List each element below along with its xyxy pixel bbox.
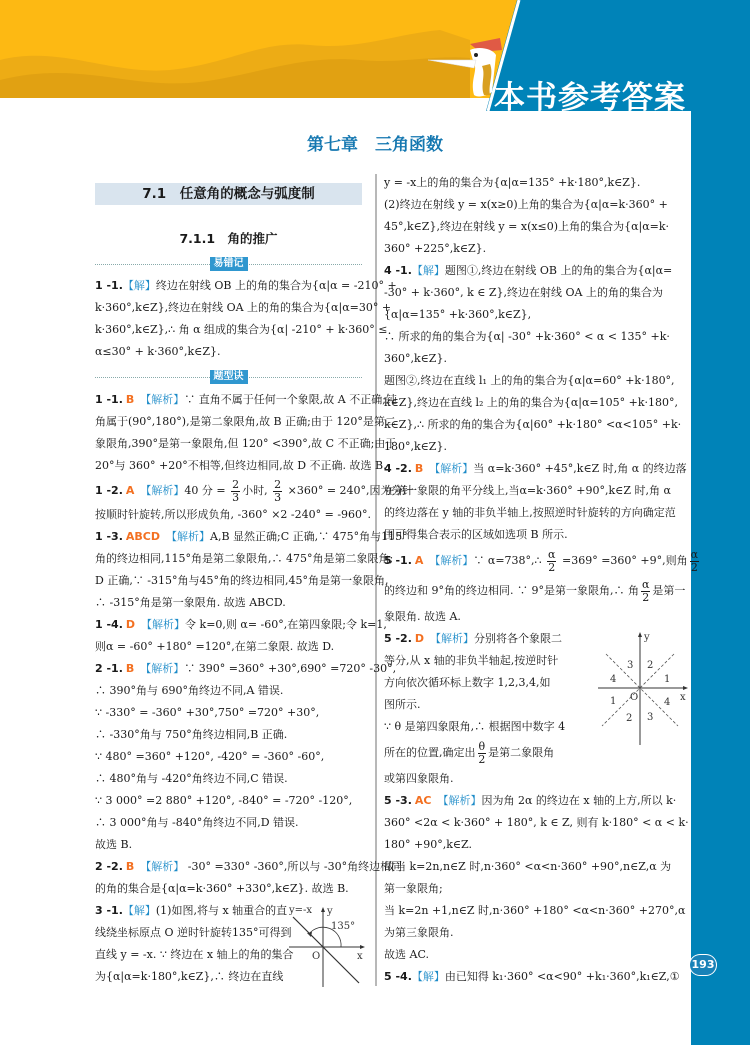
text-segment: 故选 B.: [95, 838, 133, 851]
text-segment: α≤30° + k·360°,k∈Z}.: [95, 345, 221, 358]
text-segment: 令 k=0,则 α= -60°,在第四象限;令 k=1,: [185, 618, 387, 631]
region-number: 1: [664, 674, 671, 685]
text-line: [384, 576, 686, 606]
text-segment: 角属于(90°,180°),是第二象限角,故 B 正确;由于 120°是第二: [95, 415, 396, 428]
text-line: [384, 326, 676, 348]
text-segment: 象限角,390°是第一象限角,但 120° <390°,故 C 不正确;由于: [95, 437, 397, 450]
question-number: 1 -4.: [95, 618, 123, 631]
figure-3-1: [287, 903, 365, 989]
text-segment: 题图②,终边在直线 l₁ 上的角的集合为{α|α=60° +k·180°,: [384, 374, 675, 387]
answer-item: [384, 546, 699, 628]
fraction-denominator: 3: [274, 490, 282, 504]
text-segment: 360°,k∈Z}.: [384, 352, 447, 365]
solution-tag: 【解析】: [140, 662, 185, 675]
region-number: 4: [610, 674, 617, 685]
answer-item: [95, 614, 387, 658]
text-segment: 360° +225°,k∈Z}.: [384, 242, 487, 255]
solution-tag: 【解析】: [437, 794, 482, 807]
text-line: [384, 260, 676, 282]
text-line: [95, 389, 397, 411]
answer-choice: B: [125, 393, 135, 406]
region-number: 2: [626, 713, 633, 724]
answer-item: [384, 458, 687, 546]
text-line: [384, 834, 676, 856]
text-line: [95, 768, 362, 790]
fraction: [641, 579, 650, 604]
text-line: [384, 304, 676, 326]
banner-title: 本书参考答案: [494, 80, 686, 116]
text-segment: 直线 y = -x. ∵ 终边在 x 轴上的角的集合: [95, 948, 294, 961]
text-segment: 当 α=k·360° +45°,k∈Z 时,角 α 的终边落: [473, 462, 687, 475]
figure-5-2: [596, 630, 688, 748]
answer-choice: A: [414, 554, 424, 567]
text-line: [95, 746, 362, 768]
solution-tag: 【解析】: [141, 618, 186, 631]
text-line: [384, 790, 676, 812]
text-segment: k·360°,k∈Z},∴ 角 α 组成的集合为{α| -210° + k·360° ≤: [95, 323, 388, 336]
text-segment: -30° + k·360°, k ∈ Z},终边在射线 OA 上的角的集合为: [384, 286, 663, 299]
fraction-denominator: 2: [478, 752, 486, 766]
text-line: [95, 856, 403, 878]
text-line: [384, 282, 676, 304]
answer-choice: B: [414, 462, 424, 475]
answer-choice: D: [125, 618, 136, 631]
text-segment: 为{α|α=k·180°,k∈Z},∴ 终边在直线: [95, 970, 284, 983]
text-segment: 所在的位置,确定出: [384, 746, 476, 759]
text-segment: 线绕坐标原点 O 逆时针旋转135°可得到: [95, 926, 292, 939]
text-line: [384, 812, 689, 834]
y-axis-label: y: [327, 906, 333, 917]
fraction: [690, 549, 699, 574]
text-line: [384, 458, 687, 480]
text-line: [95, 614, 387, 636]
text-line: [384, 238, 676, 260]
region-number: 3: [627, 660, 634, 671]
text-segment: ∴ 3 000°角与 -840°角终边不同,D 错误.: [95, 816, 299, 829]
text-segment: 360° <2α < k·360° + 180°, k ∈ Z, 则有 k·180° < α < k·: [384, 816, 689, 829]
text-segment: y = -x上的角的集合为{α|α=135° +k·180°,k∈Z}.: [384, 176, 641, 189]
text-line: [384, 194, 676, 216]
text-line: [384, 216, 676, 238]
text-segment: 为第三象限角.: [384, 926, 454, 939]
fraction-denominator: 3: [232, 490, 240, 504]
answer-choice: ABCD: [125, 530, 160, 543]
question-number: 5 -3.: [384, 794, 412, 807]
text-segment: ∴ 所求的角的集合为{α| -30° +k·360° < α < 135° +k·: [384, 330, 670, 343]
right-column: [384, 172, 699, 988]
text-segment: 的终边落在 y 轴的非负半轴上,按照逆时针旋转的方向确定范: [384, 506, 676, 519]
text-segment: 小时,: [242, 484, 272, 497]
angle-label: 135°: [331, 921, 356, 932]
answer-item: [384, 966, 680, 988]
text-line: [384, 878, 676, 900]
question-number: 1 -1.: [95, 393, 123, 406]
left-column-part1: [95, 275, 397, 363]
text-segment: ∵ α=738°,∴: [473, 554, 546, 567]
text-line: [384, 606, 676, 628]
text-line: [95, 702, 362, 724]
text-segment: 分别将各个象限二: [474, 632, 563, 645]
answer-item: [95, 389, 397, 477]
text-segment: ∴ -330°角与 750°角终边相同,B 正确.: [95, 728, 288, 741]
text-segment: D 正确,∵ -315°角与45°角的终边相同,45°角是第一象限角,: [95, 574, 389, 587]
question-number: 2 -1.: [95, 662, 123, 675]
text-line: [95, 812, 362, 834]
text-segment: ∵ -330° = -360° +30°,750° =720° +30°,: [95, 706, 320, 719]
answer-choice: B: [125, 662, 135, 675]
region-number: 1: [610, 696, 617, 707]
text-segment: 在第一象限的角平分线上,当α=k·360° +90°,k∈Z 时,角 α: [384, 484, 671, 497]
page-number: 193: [690, 955, 716, 975]
question-number: 3 -1.: [95, 904, 123, 917]
text-segment: 象限角. 故选 A.: [384, 610, 461, 623]
text-segment: ∵ θ 是第四象限角,∴ 根据图中数字 4: [384, 720, 566, 733]
x-axis-label: x: [357, 951, 363, 962]
text-segment: k∈Z},终边在直线 l₂ 上的角的集合为{α|α=105° +k·180°,: [384, 396, 679, 409]
fraction-numerator: α: [548, 547, 556, 561]
text-segment: 等分,从 x 轴的非负半轴起,按逆时针: [384, 654, 559, 667]
text-segment: k·360°,k∈Z},终边在射线 OA 上的角的集合为{α|α=30° +: [95, 301, 392, 314]
solution-tag: 【解析】: [140, 393, 185, 406]
region-number: 2: [647, 660, 654, 671]
answer-item: [384, 172, 676, 260]
fraction-denominator: 2: [642, 590, 650, 604]
text-line: [95, 570, 389, 592]
answer-choice: A: [125, 484, 135, 497]
text-segment: 由已知得 k₁·360° <α<90° +k₁·360°,k₁∈Z,①: [444, 970, 680, 983]
question-number: 5 -4.: [384, 970, 412, 983]
answer-choice: D: [414, 632, 425, 645]
text-line: [95, 341, 362, 363]
text-line: [384, 480, 676, 502]
fraction-numerator: α: [690, 547, 699, 561]
subsection-title: 7.1.1 角的推广: [179, 231, 278, 246]
text-line: [95, 592, 362, 614]
region-number: 3: [647, 712, 654, 723]
text-line: [95, 724, 362, 746]
text-segment: k∈Z},∴ 所求的角的集合为{α|60° +k·180° <α<105° +k·: [384, 418, 682, 431]
solution-tag: 【解】: [122, 904, 156, 917]
fraction-denominator: 2: [690, 560, 698, 574]
text-segment: ∴ 480°角与 -420°角终边不同,C 错误.: [95, 772, 288, 785]
solution-tag: 【解析】: [430, 632, 475, 645]
text-segment: 第一象限角;: [384, 882, 443, 895]
text-segment: ×360° = 240°,因为分针: [284, 484, 414, 497]
text-line: [384, 856, 676, 878]
text-segment: 围可得集合表示的区域如选项 B 所示.: [384, 528, 568, 541]
text-line: [95, 433, 397, 455]
text-segment: 40 分 =: [184, 484, 230, 497]
fraction: [231, 479, 240, 504]
answer-item: [95, 658, 397, 856]
solution-tag: 【解析】: [166, 530, 210, 543]
text-segment: 是第二象限角: [488, 746, 555, 759]
text-line: [95, 297, 392, 319]
text-segment: ∵ 390° =360° +30°,690° =720° -30°,: [184, 662, 397, 675]
solution-tag: 【解】: [411, 970, 445, 983]
fraction-numerator: 2: [274, 477, 282, 491]
text-line: [384, 348, 676, 370]
label-mistakes: [95, 257, 362, 271]
text-segment: 方向依次循环标上数字 1,2,3,4,如: [384, 676, 551, 689]
text-line: [95, 526, 408, 548]
text-line: [384, 966, 680, 988]
label-badge: 易错记: [210, 257, 248, 271]
fraction-numerator: 2: [232, 477, 240, 491]
section-title: 7.1 任意角的概念与弧度制: [95, 183, 362, 205]
text-segment: 当 k=2n +1,n∈Z 时,n·360° +180° <α<n·360° +270°,α: [384, 904, 686, 917]
question-number: 5 -1.: [384, 554, 412, 567]
text-line: [384, 922, 676, 944]
text-segment: ∵ 直角不属于任何一个象限,故 A 不正确;钝: [184, 393, 397, 406]
text-segment: (1)如图,将与 x 轴重合的直: [155, 904, 288, 917]
text-segment: 图所示.: [384, 698, 421, 711]
text-segment: 角的终边相同,115°角是第二象限角,∴ 475°角是第二象限角;: [95, 552, 394, 565]
answer-item: [384, 790, 689, 966]
solution-tag: 【解】: [122, 279, 156, 292]
text-line: [95, 548, 394, 570]
fraction: [547, 549, 556, 574]
origin-label: O: [312, 951, 321, 962]
text-line: [95, 455, 387, 477]
text-segment: 终边在射线 OB 上的角的集合为{α|α = -210° +: [155, 279, 397, 292]
solution-tag: 【解析】: [140, 484, 185, 497]
answer-item: [95, 477, 414, 526]
text-line: [384, 370, 676, 392]
text-line: [95, 878, 362, 900]
answer-item: [95, 275, 397, 363]
question-number: 1 -2.: [95, 484, 123, 497]
text-segment: {α|α=135° +k·360°,k∈Z},: [384, 308, 532, 321]
text-segment: ∴ -315°角是第一象限角. 故选 ABCD.: [95, 596, 286, 609]
line-label: y=-x: [289, 905, 313, 916]
text-line: [384, 414, 682, 436]
text-line: [95, 680, 362, 702]
text-line: [95, 319, 388, 341]
answer-item: [95, 856, 403, 900]
solution-tag: 【解析】: [140, 860, 185, 873]
region-number: 4: [664, 697, 671, 708]
text-line: [384, 768, 676, 790]
text-line: [95, 504, 372, 526]
question-number: 4 -1.: [384, 264, 412, 277]
text-segment: 180° +90°,k∈Z.: [384, 838, 472, 851]
fraction-denominator: 2: [548, 560, 556, 574]
text-line: [95, 658, 397, 680]
text-segment: 180°,k∈Z}.: [384, 440, 447, 453]
text-segment: 则α = -60° +180° =120°,在第二象限. 故选 D.: [95, 640, 335, 653]
text-segment: 是第一: [652, 584, 686, 597]
text-line: [384, 944, 676, 966]
solution-tag: 【解析】: [429, 462, 474, 475]
text-line: [384, 172, 676, 194]
label-methods: [95, 370, 362, 384]
text-segment: (2)终边在射线 y = x(x≥0)上角的集合为{α|α=k·360° +: [384, 198, 668, 211]
text-segment: ∵ 480° =360° +120°, -420° = -360° -60°,: [95, 750, 325, 763]
answer-choice: B: [125, 860, 135, 873]
y-axis-label: y: [644, 632, 650, 643]
text-line: [95, 275, 397, 297]
text-line: [95, 411, 396, 433]
text-line: [384, 502, 676, 524]
text-segment: =369° =360° +9°,则角: [558, 554, 688, 567]
text-segment: 或第四象限角.: [384, 772, 454, 785]
text-segment: 的终边和 9°角的终边相同. ∵ 9°是第一象限角,∴ 角: [384, 584, 639, 597]
text-segment: 因为角 2α 的终边在 x 轴的上方,所以 k·: [481, 794, 677, 807]
text-segment: ∴ 390°角与 690°角终边不同,A 错误.: [95, 684, 284, 697]
text-segment: 20°与 360° +20°不相等,但终边相同,故 D 不正确. 故选 B.: [95, 459, 387, 472]
text-line: [95, 790, 362, 812]
text-line: [95, 834, 362, 856]
question-number: 2 -2.: [95, 860, 123, 873]
label-badge: 题型诀: [210, 370, 248, 384]
question-number: 1 -3.: [95, 530, 123, 543]
text-segment: 故当 k=2n,n∈Z 时,n·360° <α<n·360° +90°,n∈Z,α 为: [384, 860, 672, 873]
origin-label: O: [630, 692, 639, 703]
fraction-numerator: θ: [478, 739, 486, 753]
text-line: [384, 900, 686, 922]
text-line: [384, 546, 699, 576]
chapter-title: 第七章 三角函数: [307, 135, 443, 155]
fraction-numerator: α: [641, 577, 650, 591]
fraction: [273, 479, 282, 504]
text-line: [384, 436, 676, 458]
question-number: 5 -2.: [384, 632, 412, 645]
text-segment: 45°,k∈Z},终边在射线 y = x(x≤0)上角的集合为{α|α=k·: [384, 220, 670, 233]
solution-tag: 【解】: [411, 264, 445, 277]
text-line: [95, 477, 414, 504]
text-segment: ∵ 3 000° =2 880° +120°, -840° = -720° -120°,: [95, 794, 353, 807]
answer-item: [384, 260, 682, 458]
text-segment: -30° =330° -360°,所以与 -30°角终边相同: [184, 860, 403, 873]
solution-tag: 【解析】: [429, 554, 474, 567]
text-segment: 题图①,终边在射线 OB 上的角的集合为{α|α=: [444, 264, 673, 277]
x-axis-label: x: [680, 692, 686, 703]
question-number: 4 -2.: [384, 462, 412, 475]
text-line: [384, 392, 679, 414]
text-segment: 按顺时针旋转,所以形成负角, -360° ×2 -240° = -960°.: [95, 508, 372, 521]
text-line: [95, 636, 362, 658]
text-segment: 的角的集合是{α|α=k·360° +330°,k∈Z}. 故选 B.: [95, 882, 349, 895]
question-number: 1 -1.: [95, 279, 123, 292]
text-segment: A,B 显然正确;C 正确,∵ 475°角与115°: [210, 530, 408, 543]
text-line: [384, 524, 676, 546]
fraction: [478, 741, 487, 766]
text-segment: 故选 AC.: [384, 948, 429, 961]
answer-choice: AC: [414, 794, 432, 807]
